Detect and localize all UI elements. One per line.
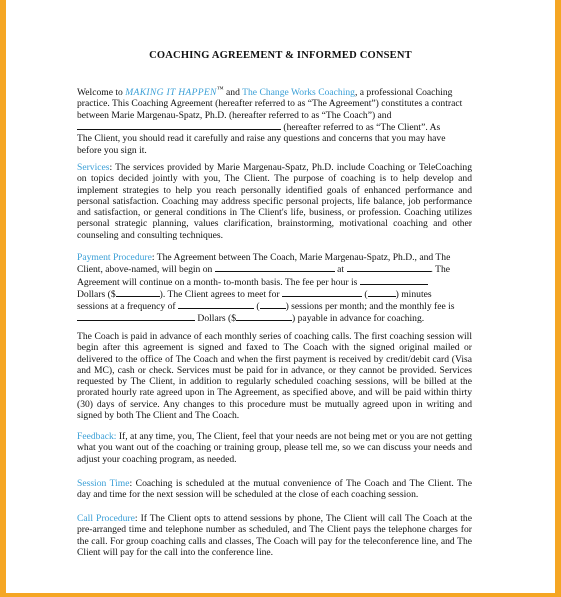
payment-line5b: ( [256,301,260,313]
payment-line2b: at [337,264,345,276]
frequency-blank[interactable] [178,300,254,309]
brand-change-works: The Change Works Coaching [242,87,355,99]
payment-line4b: ). The Client agrees to meet for [159,288,280,300]
payment-line4d: ) minutes [395,288,432,300]
payment-line5a: sessions at a frequency of [77,301,176,313]
session-minutes-blank[interactable] [282,288,362,297]
session-minutes-num-blank[interactable] [368,288,396,297]
intro-line6: before you sign it. [77,144,147,156]
feedback-text: If, at any time, you, The Client, feel that your needs are not being met or you are not getting what you want out of the coaching or training group, please tell me, so we can discuss your needs and adjust your coaching program, as needed. [77,431,472,465]
session-time-text: Coaching is scheduled at the mutual convenience of The Coach and The Client. The day and time for the next session will be scheduled at the close of each coaching session. [77,478,472,501]
hourly-fee-amount-blank[interactable] [116,288,160,297]
hourly-fee-blank[interactable] [360,276,428,285]
intro-paragraph [77,84,472,156]
intro-welcome: Welcome to [77,87,123,99]
payment-line2c: . The [430,264,451,276]
payment-paragraph: Payment Procedure: The Agreement between The Coach, Marie Margenau-Spatz, Ph.D., and The Client, above-named, will begin on at . The Agreement will continue on a month- to-month basis. The fee per hour is Dollars ($ ). The Client agrees to meet for ( ) minutes sessions at a frequency of ( ) sessions per month; and the monthly fee is Dollars ($ ) payable in advance for coaching. [77,252,455,325]
frequency-num-blank[interactable] [260,300,286,309]
payment-line2a: Client, above-named, will begin on [77,264,213,276]
services-paragraph: Services: The services provided by Marie Margenau-Spatz, Ph.D. include Coaching or TeleCoaching on topics decided jointly with you, The Client. The purpose of coaching is to help develop and implement strategies to help you reach personally identified goals of enhanced performance and personal satisfaction. Coaching may address specific personal projects, life balance, job performance and satisfaction, or general conditions in The Client's life, business, or profession. Coaching utilizes personal strategic planning, values clarification, brainstorming, motivational coaching and other counseling and consulting techniques. [77,162,472,241]
services-text: The services provided by Marie Margenau-Spatz, Ph.D. include Coaching or TeleCoaching on topics decided jointly with you, The Client. The purpose of coaching is to help develop and implement strategies to help you reach personally identified goals of enhanced performance and personal satisfaction. Coaching may address specific personal projects, life balance, job performance and satisfaction, or general conditions in The Client's life, business, or profession. Coaching utilizes personal strategic planning, values clarification, brainstorming, motivational coaching and other counseling and consulting techniques. [77,162,472,241]
payment-line1: The Agreement between The Coach, Marie Margenau-Spatz, Ph.D., and The [156,252,451,263]
start-time-blank[interactable] [347,263,431,272]
monthly-fee-blank[interactable] [77,312,195,321]
intro-line1-rest: , a professional Coaching [354,87,453,99]
session-time-paragraph: Session Time: Coaching is scheduled at the mutual convenience of The Coach and The Client. The day and time for the next session will be scheduled at the close of each coaching session. [77,478,472,501]
payment-line5c: ) sessions per month; and the monthly fee is [285,301,455,313]
payment-line4a: Dollars ($ [77,288,116,300]
trademark-symbol: ™ [216,85,224,93]
services-heading: Services [77,162,110,173]
call-procedure-paragraph: Call Procedure: If The Client opts to attend sessions by phone, The Client will call The Coach at the pre-arranged time and telephone number as scheduled, and The Client pays the telephone charges for the call. For group coaching calls and classes, The Coach will pay for the teleconference line, and The Client will pay for the call into the conference line. [77,513,472,558]
intro-line3: between Marie Margenau-Spatz, Ph.D. (hereafter referred to as “The Coach”) and [77,109,392,121]
brand-making-it-happen: MAKING IT HAPPEN [125,87,217,99]
start-date-blank[interactable] [215,263,335,272]
payment-heading: Payment Procedure [77,252,152,263]
intro-line5: The Client, you should read it carefully and raise any questions and concerns that you may have [77,133,446,145]
payment-line6a: Dollars ($ [197,313,237,325]
payment-terms-paragraph: The Coach is paid in advance of each monthly series of coaching calls. The first coaching session will begin after this agreement is signed and faxed to The Coach with the signed original mailed or delivered to the office of The Coach and when the first payment is received by credit/debit card (Visa and MC), cash or check. Services must be paid for in advance, or they cannot be provided. Services requested by The Client, in addition to regularly scheduled coaching sessions, will be billed at the prorated hourly rate agreed upon in The Agreement, as specified above, and will be paid within thirty (30) days of service. Any changes to this procedure must be mutually agreed upon in writing and signed by both The Client and The Coach. [77,331,472,422]
intro-line4: (hereafter referred to as “The Client”. As [283,122,441,134]
call-procedure-text: If The Client opts to attend sessions by phone, The Client will call The Coach at the pre-arranged time and telephone number as scheduled, and The Client pays the telephone charges for the call. For group coaching calls and classes, The Coach will pay for the teleconference line, and The Client will pay for the call into the conference line. [77,513,472,558]
feedback-paragraph [77,431,472,465]
document-title: COACHING AGREEMENT & INFORMED CONSENT [149,50,412,61]
payment-line3a: Agreement will continue on a month- to-month basis. The fee per hour is [77,276,358,288]
payment-line6b: ) payable in advance for coaching. [292,313,425,325]
intro-line2: practice. This Coaching Agreement (hereafter referred to as “The Agreement”) constitutes a contract [77,98,463,110]
session-time-heading: Session Time [77,478,130,489]
call-procedure-heading: Call Procedure [77,513,135,524]
feedback-heading: Feedback: [77,431,117,442]
client-name-blank[interactable] [77,121,281,130]
intro-and: and [226,87,240,99]
monthly-fee-amount-blank[interactable] [236,312,292,321]
payment-line4c: ( [364,288,368,300]
